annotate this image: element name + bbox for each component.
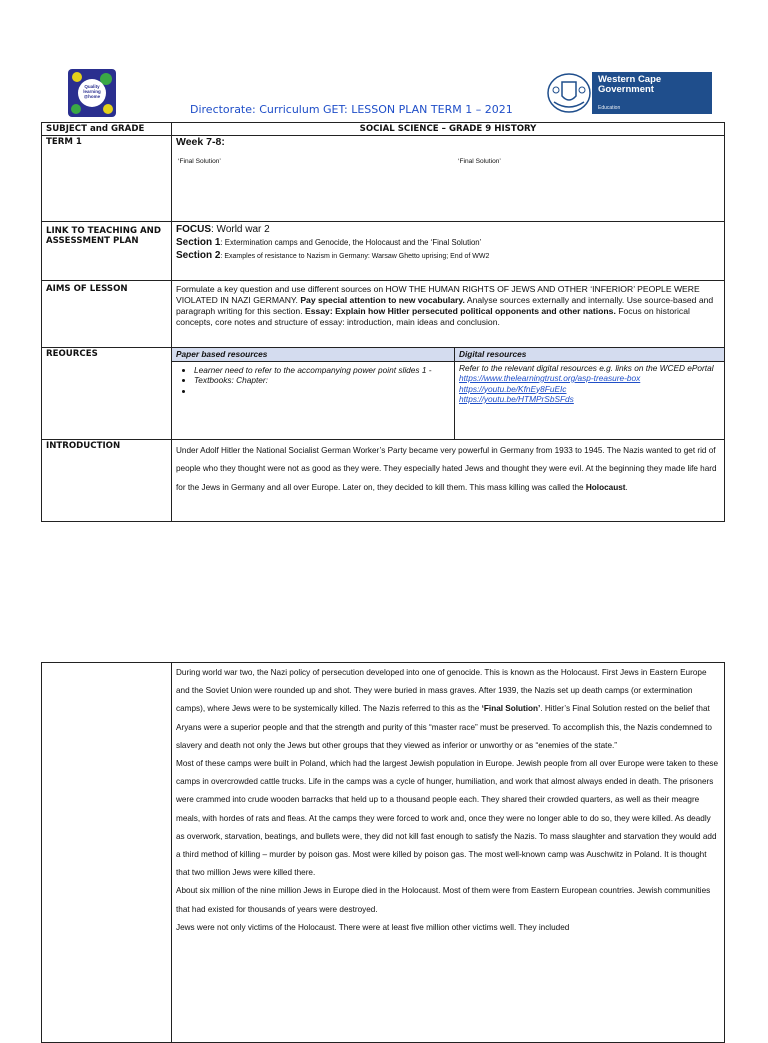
wcg-wordmark bbox=[592, 72, 712, 114]
logo-left-text: Quality learning @home bbox=[83, 84, 101, 99]
wcg-title: Western Cape Government bbox=[598, 74, 662, 95]
paper-resources-header: Paper based resources bbox=[172, 348, 455, 362]
resource-link[interactable]: https://youtu.be/HTMPrSbSFds bbox=[459, 394, 574, 404]
resource-link[interactable]: https://youtu.be/KfnEy8FuEIc bbox=[459, 383, 567, 394]
link-content bbox=[172, 222, 725, 281]
directorate-heading: Directorate: Curriculum GET: LESSON PLAN TERM 1 – 2021 bbox=[190, 103, 513, 116]
section2-line bbox=[176, 249, 720, 263]
section1-value: : Extermination camps and Genocide, the Holocaust and the ‘Final Solution’ bbox=[220, 238, 482, 247]
body-paragraph-3: About six million of the nine million Jews in Europe died in the Holocaust. Most of them were from Eastern European countries. Jewish communities that had existed for thousands of years were destroyed. bbox=[176, 886, 711, 914]
digital-resources-cell bbox=[455, 361, 725, 439]
term-row bbox=[42, 136, 725, 222]
subject-row bbox=[42, 123, 725, 136]
resources-label: REOURCES bbox=[42, 348, 172, 440]
paper-resources-list bbox=[194, 365, 450, 397]
introduction-content bbox=[172, 439, 725, 521]
aims-text-1: Formulate a key question and use different sources on HOW THE HUMAN RIGHTS OF JEWS AND OTHER ‘INFERIOR’ PEOPLE WERE VIOLATED IN NAZI GERMANY. bbox=[176, 284, 700, 305]
body-row bbox=[42, 663, 725, 1043]
term-items bbox=[176, 157, 720, 168]
aims-text-2: Analyse sources externally and internally. Use source-based and paragraph writing for this section. bbox=[176, 295, 714, 316]
focus-label: FOCUS bbox=[176, 224, 211, 235]
paper-resources-cell bbox=[172, 361, 455, 439]
digital-resources-header: Digital resources bbox=[455, 348, 725, 362]
aims-row bbox=[42, 281, 725, 348]
quality-learning-logo bbox=[68, 69, 116, 117]
introduction-text: Under Adolf Hitler the National Socialist German Worker’s Party became very powerful in Germany from 1933 to 1945. The Nazis wanted to get rid of people who they thought were not as good as they were. They especially hated Jews and thought they were evil. At the beginning they made life hard for the Jews in Germany and all over Europe. Later on, they decided to kill them. This mass killing was called the bbox=[176, 445, 717, 492]
continuation-table bbox=[41, 662, 725, 1043]
link-label: LINK TO TEACHING AND ASSESSMENT PLAN bbox=[42, 222, 172, 281]
introduction-bold: Holocaust bbox=[585, 482, 626, 492]
digital-resources-text: Refer to the relevant digital resources e.g. links on the WCED ePortal bbox=[459, 362, 714, 373]
body-p1-bold: ‘Final Solution’ bbox=[481, 704, 541, 714]
term-content bbox=[172, 136, 725, 222]
paper-resource-item: • Learner need to refer to the accompanying power point slides 1 - bbox=[194, 365, 450, 376]
introduction-row bbox=[42, 439, 725, 521]
aims-bold-2: Essay: Explain how Hitler persecuted political opponents and other nations. bbox=[304, 306, 616, 316]
week-label: Week 7-8: bbox=[176, 136, 225, 148]
section1-label: Section 1 bbox=[176, 237, 221, 248]
subject-label: SUBJECT and GRADE bbox=[42, 123, 172, 136]
introduction-end: . bbox=[625, 482, 628, 492]
resources-header-row bbox=[42, 348, 725, 362]
link-row bbox=[42, 222, 725, 281]
body-paragraph-2: Most of these camps were built in Poland, which had the largest Jewish population in Europe. Jewish people from all over Europe were taken to these camps in overcrowded cattle trucks. Life in the camps was a cycle of hunger, humiliation, and work that almost always ended in death. The prisoners were crammed into crude wooden barracks that held up to a thousand people each. They shared their crowded quarters, as well as their meagre meals, with hordes of rats and fleas. At the camps they were forced to work and, once they were no longer able to do so, they were killed. As deadly as overwork, starvation, beatings, and bullets were, they did not kill fast enough to satisfy the Nazis. To mass slaughter and starvation they would add a third method of killing – murder by poison gas. Most were killed by poison gas. The most well-known camp was Auschwitz in Poland. It is thought that two million Jews were killed there. bbox=[176, 759, 719, 878]
aims-bold-1: Pay special attention to new vocabulary. bbox=[300, 295, 465, 305]
term-item-right: ‘Final Solution’ bbox=[458, 157, 501, 165]
paper-resource-item: • Textbooks: Chapter: bbox=[194, 375, 450, 386]
section2-label: Section 2 bbox=[176, 250, 221, 261]
focus-value: : World war 2 bbox=[211, 224, 270, 235]
term-label: TERM 1 bbox=[42, 136, 172, 222]
aims-label: AIMS OF LESSON bbox=[42, 281, 172, 348]
paper-resource-item bbox=[194, 386, 450, 397]
wcg-subtitle: Education bbox=[598, 105, 621, 111]
section2-value: : Examples of resistance to Nazism in Germany: Warsaw Ghetto uprising; End of WW2 bbox=[220, 253, 490, 260]
subject-value: SOCIAL SCIENCE – GRADE 9 HISTORY bbox=[172, 123, 725, 136]
resource-link[interactable]: https://www.thelearningtrust.org/asp-treasure-box bbox=[459, 373, 641, 383]
coat-of-arms-icon bbox=[546, 72, 592, 114]
term-item-left: ‘Final Solution’ bbox=[178, 157, 221, 165]
lesson-plan-table bbox=[41, 122, 725, 522]
body-p1-text-c: . Hitler’s Final Solution rested on the belief that Aryans were a superior people and that the strength and purity of this “master race” must be preserved. To accomplish this, the Nazis condemned to slavery and death not only the Jews but other groups that they viewed as inferior or unworthy or as “enemies of the state.” bbox=[176, 704, 712, 750]
body-label-cell bbox=[42, 663, 172, 1043]
body-paragraph-1 bbox=[176, 664, 720, 755]
focus-line bbox=[176, 224, 720, 236]
aims-content bbox=[172, 281, 725, 348]
aims-text-3: Focus on historical concepts, core notes and structure of essay: introduction, main ideas and conclusion. bbox=[176, 306, 690, 327]
body-p1-text-a: During world war two, the Nazi policy of persecution developed into one of genocide. This is known as the Holocaust. First Jews in Eastern Europe and the Soviet Union were rounded up and shot. They were buried in mass graves. After 1939, the Nazis set up death camps (or extermination camps), where Jews were to be systemically killed. The Nazis referred to this as the bbox=[176, 668, 707, 714]
body-content bbox=[172, 663, 725, 1043]
western-cape-government-logo bbox=[546, 72, 712, 114]
section1-line bbox=[176, 236, 720, 249]
body-paragraph-4: Jews were not only victims of the Holocaust. There were at least five million other victims well. They included bbox=[176, 922, 570, 932]
introduction-label: INTRODUCTION bbox=[42, 439, 172, 521]
